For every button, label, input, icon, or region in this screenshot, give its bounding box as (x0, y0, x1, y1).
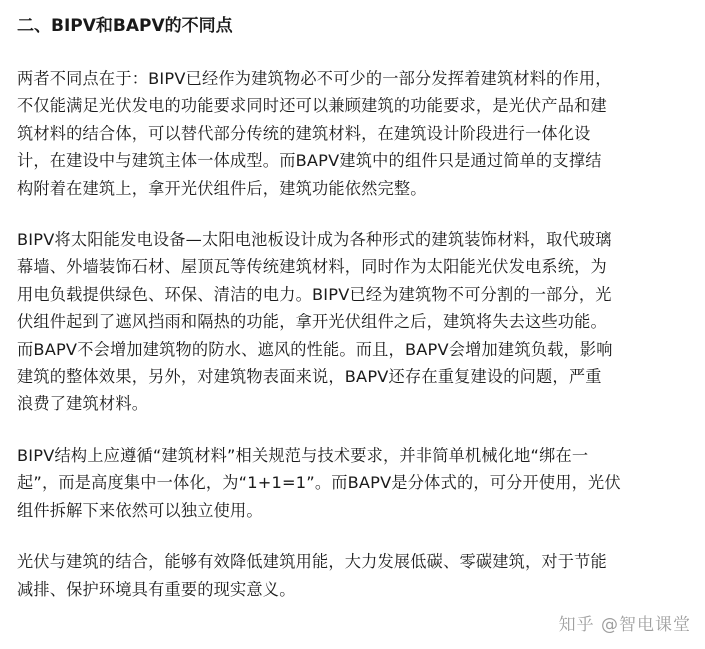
section-title: 二、BIPV和BAPV的不同点 (17, 16, 233, 36)
zhihu-watermark: 知乎 @智电课堂 (558, 615, 691, 635)
paragraph-differences: 两者不同点在于：BIPV已经作为建筑物必不可少的一部分发挥着建筑材料的作用， 不仅能满足光伏发电的功能要求同时还可以兼顾建筑的功能要求，是光伏产品和建 筑材料的结合体，可以替代部分传统的建筑材料，在建筑设计阶段进行一体化设 计，在建设中与建筑主体一体成型。而BAPV建筑中的组件只是通过简单的支撑结 构附着在建筑上，拿开光伏组件后，建筑功能依然完整。 (17, 69, 612, 198)
paragraph-bipv-structure: BIPV结构上应遵循“建筑材料”相关规范与技术要求，并非简单机械化地“绑在一 起”，而是高度集中一体化，为“1+1=1”。而BAPV是分体式的，可分开使用，光伏 组件拆解下来依然可以独立使用。 (17, 445, 621, 520)
paragraph-bipv-materials: BIPV将太阳能发电设备—太阳电池板设计成为各种形式的建筑装饰材料，取代玻璃 幕墙、外墙装饰石材、屋顶瓦等传统建筑材料，同时作为太阳能光伏发电系统，为 用电负载提供绿色、环保、清洁的电力。BIPV已经为建筑物不可分割的一部分，光 伏组件起到了遮风挡雨和隔热的功能，拿开光伏组件之后，建筑将失去这些功能。 而BAPV不会增加建筑物的防水、遮风的性能。而且，BAPV会增加建筑负载，影响 建筑的整体效果，另外，对建筑物表面来说，BAPV还存在重复建设的问题，严重 浪费了建筑材料。 (17, 230, 613, 414)
paragraph-conclusion: 光伏与建筑的结合，能够有效降低建筑用能，大力发展低碳、零碳建筑，对于节能 减排、保护环境具有重要的现实意义。 (17, 552, 607, 599)
